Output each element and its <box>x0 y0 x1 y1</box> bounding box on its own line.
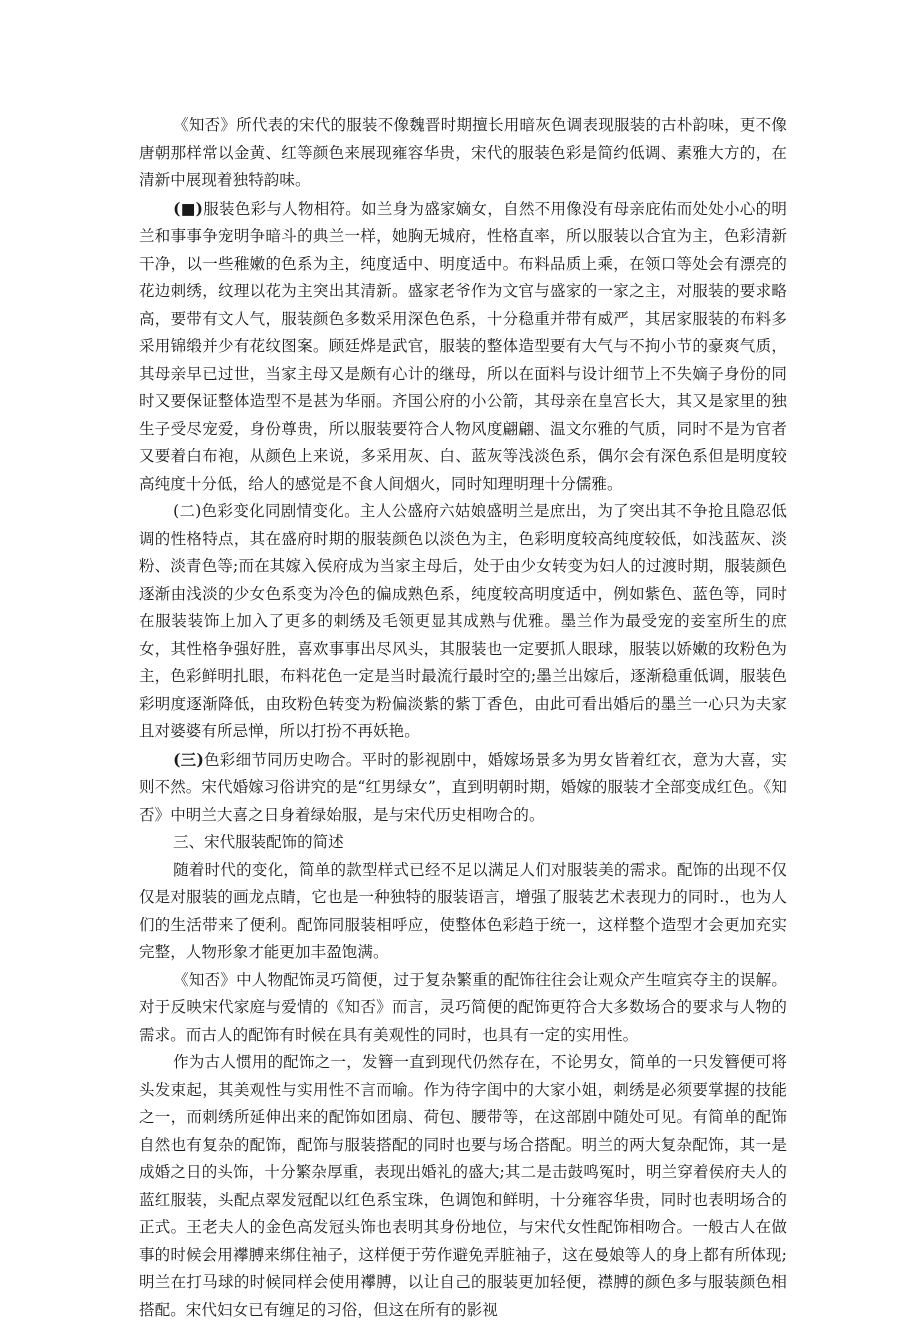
section-marker: (二) <box>173 502 202 520</box>
paragraph-accessory-intro: 随着时代的变化，简单的款型样式已经不足以满足人们对服装美的需求。配饰的出现不仅仅是对服装的画龙点睛，它也是一种独特的服装语言，增强了服装艺术表现力的同时.，也为人们的生活带来了便利。配饰同服装相呼应，使整体色彩趋于统一，这样整个造型才会更加充实完整，人物形象才能更加丰盈饱满。 <box>139 860 787 961</box>
document-page <box>139 112 787 1324</box>
paragraph-text: 色彩细节同历史吻合。平时的影视剧中，婚嫁场景多为男女皆着红衣，意为大喜，实则不然。宋代婚嫁习俗讲究的是“红男绿女”，直到明朝时期，婚嫁的服装才全部变成红色。《知否》中明兰大喜之日身着绿始服，是与宋代历史相吻合的。 <box>139 750 788 824</box>
paragraph-color-history <box>139 746 787 830</box>
paragraph-text: 服装色彩与人物相符。如兰身为盛家嫡女，自然不用像没有母亲庇佑而处处小心的明兰和事事争宠明争暗斗的典兰一样，她胸无城府，性格直率，所以服装以合宜为主，色彩清新干净，以一些稚嫩的色系为主，纯度适中、明度适中。布料品质上乘，在领口等处会有漂亮的花边刺绣，纹理以花为主突出其清新。盛家老爷作为文官与盛家的一家之主，对服装的要求略高，要带有文人气，服装颜色多数采用深色色系，十分稳重并带有威严，其居家服装的布料多采用锦缎并少有花纹图案。顾廷烨是武官，服装的整体造型要有大气与不拘小节的豪爽气质，其母亲早已过世，当家主母又是颇有心计的继母，所以在面料与设计细节上不失嫡子身份的同时又要保证整体造型不是甚为华丽。齐国公府的小公箭，其母亲在皇宫长大，其又是家里的独生子受尽宠爱，身份尊贵，所以服装要符合人物风度翩翩、温文尔雅的气质，同时不是为官者又要着白布袍，从颜色上来说，多采用灰、白、蓝灰等浅淡色系，偶尔会有深色系但是明度较高纯度十分低，给人的感觉是不食人间烟火，同时知理明理十分儒雅。 <box>139 199 787 493</box>
paragraph-accessory-examples: 作为古人惯用的配饰之一，发簪一直到现代仍然存在，不论男女，简单的一只发簪便可将头发束起，其美观性与实用性不言而喻。作为待字闺中的大家小姐，刺绣是必须要掌握的技能之一，而刺绣所延伸出来的配饰如团扇、荷包、腰带等，在这部剧中随处可见。有简单的配饰自然也有复杂的配饰，配饰与服装搭配的同时也要与场合搭配。明兰的两大复杂配饰，其一是成婚之日的头饰，十分繁杂厚重，表现出婚礼的盛大;其二是击鼓鸣冤时，明兰穿着侯府夫人的蓝红服装，头配点翠发冠配以红色系宝珠，色调饱和鲜明，十分雍容华贵，同时也表明场合的正式。王老夫人的金色高发冠头饰也表明其身份地位，与宋代女性配饰相吻合。一般古人在做事的时候会用襻膊来绑住袖子，这样便于劳作避免弄脏袖子，这在曼娘等人的身上都有所体现;明兰在打马球的时候同样会使用襻膊，以让自己的服装更加轻便，襟膊的颜色多与服装颜色相搭配。宋代妇女已有缠足的习俗，但这在所有的影视 <box>139 1053 787 1319</box>
section-marker: (三) <box>173 749 204 769</box>
paragraph-text: 色彩变化同剧情变化。主人公盛府六姑娘盛明兰是庶出，为了突出其不争抢且隐忍低调的性格特点，其在盛府时期的服装颜色以淡色为主，色彩明度较高纯度较低，如浅蓝灰、淡粉、淡青色等;而在其嫁入侯府成为当家主母后，处于由少女转变为妇人的过渡时期，服装颜色逐渐由浅淡的少女色系变为冷色的偏成熟色系，纯度较高明度适中，例如紫色、蓝色等，同时在服装装饰上加入了更多的刺绣及毛领更显其成熟与优雅。墨兰作为最受宠的妾室所生的庶女，其性格争强好胜，喜欢事事出尽风头，其服装也一定要抓人眼球，服装以娇嫩的玫粉色为主，色彩鲜明扎眼，布料花色一定是当时最流行最时空的;墨兰出嫁后，逐渐稳重低调，服装色彩明度逐渐降低，由玫粉色转变为粉偏淡紫的紫丁香色，由此可看出婚后的墨兰一心只为夫家且对婆婆有所忌惮，所以打扮不再妖艳。 <box>139 502 788 740</box>
paragraph-costume-color-character <box>139 195 787 499</box>
paragraph-intro: 《知否》所代表的宋代的服装不像魏晋时期擅长用暗灰色调表现服装的古朴韵味，更不像唐朝那样常以金黄、红等颜色来展现雍容华贵，宋代的服装色彩是简约低调、素雅大方的，在清新中展现着独特韵味。 <box>139 116 787 189</box>
paragraph-accessory-simple: 《知否》中人物配饰灵巧简便，过于复杂繁重的配饰往往会让观众产生喧宾夺主的误解。对于反映宋代家庭与爱情的《知否》而言，灵巧简便的配饰更符合大多数场合的要求与人物的需求。而古人的配饰有时候在具有美观性的同时，也具有一定的实用性。 <box>139 970 787 1044</box>
section-marker: (■) <box>173 198 204 218</box>
paragraph-color-plot-change <box>139 498 787 746</box>
section-heading: 三、宋代服装配饰的简述 <box>173 833 344 851</box>
